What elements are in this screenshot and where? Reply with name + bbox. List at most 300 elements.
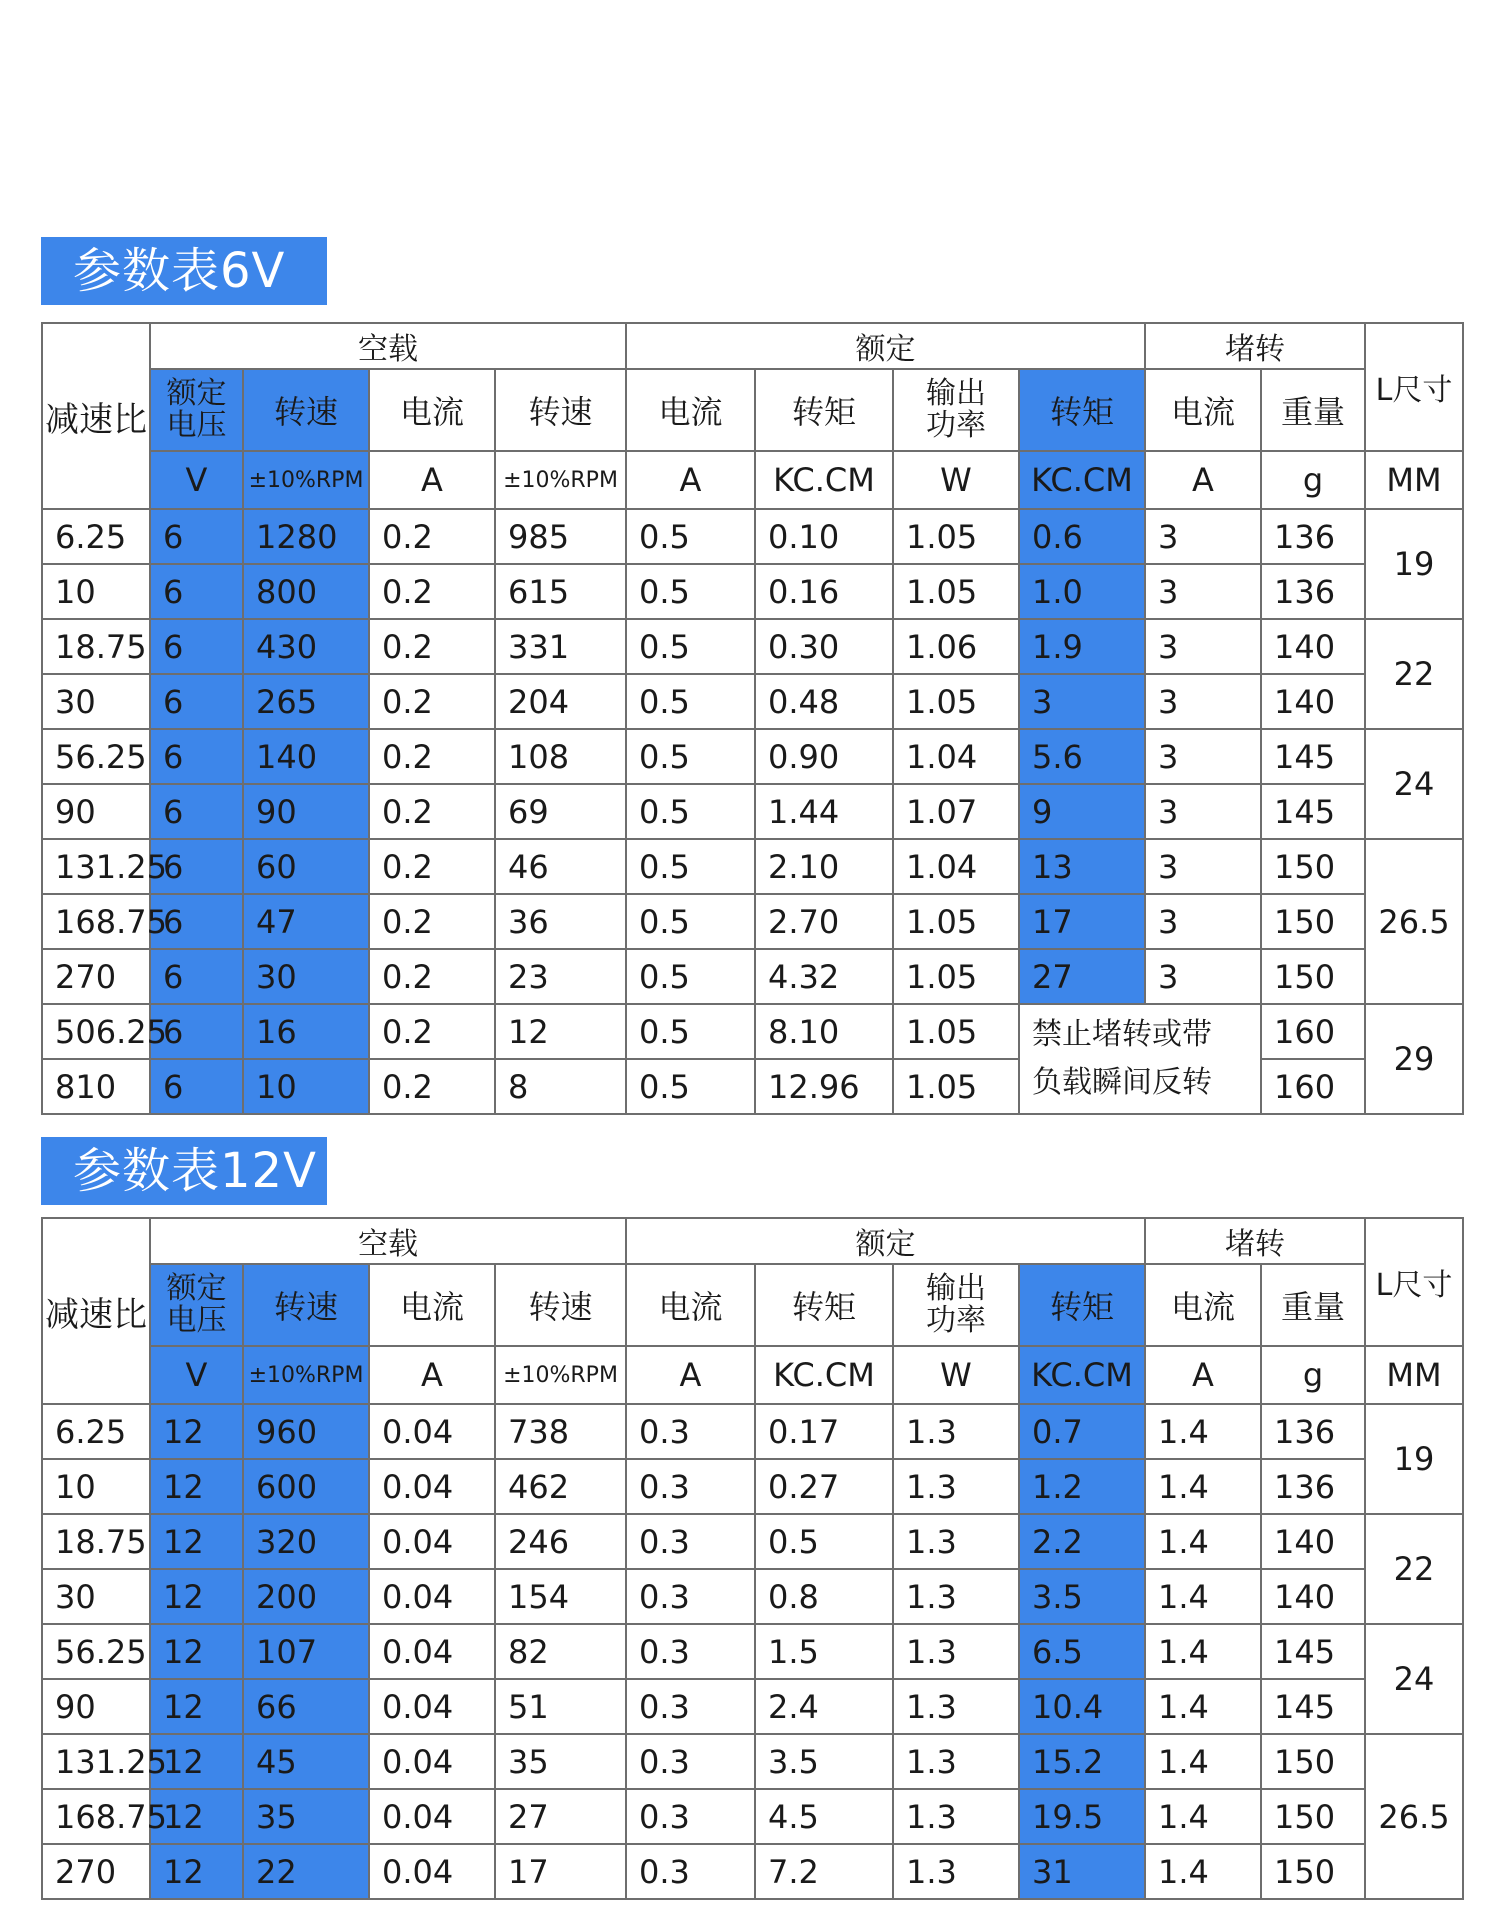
cell-noload-current: 0.2 (369, 894, 495, 949)
cell-weight: 145 (1261, 784, 1365, 839)
cell-ratio: 30 (42, 674, 150, 729)
unit-power: W (893, 1346, 1019, 1404)
cell-noload-current: 0.2 (369, 1004, 495, 1059)
cell-ratio: 168.75 (42, 894, 150, 949)
cell-stall-current: 3 (1145, 674, 1261, 729)
header-stall-current: 电流 (1145, 1264, 1261, 1346)
cell-power: 1.05 (893, 564, 1019, 619)
cell-power: 1.05 (893, 674, 1019, 729)
unit-weight: g (1261, 451, 1365, 509)
cell-stall-torque: 1.9 (1019, 619, 1145, 674)
cell-power: 1.05 (893, 1059, 1019, 1114)
cell-noload-speed: 66 (243, 1679, 369, 1734)
cell-stall-current: 1.4 (1145, 1844, 1261, 1899)
cell-voltage: 12 (150, 1789, 243, 1844)
stall-note-line-2: 负载瞬间反转 (1032, 1065, 1212, 1100)
cell-stall-current: 1.4 (1145, 1624, 1261, 1679)
cell-voltage: 6 (150, 564, 243, 619)
cell-power: 1.05 (893, 949, 1019, 1004)
cell-size: 19 (1365, 509, 1463, 619)
cell-power: 1.3 (893, 1679, 1019, 1734)
cell-weight: 150 (1261, 1844, 1365, 1899)
cell-noload-speed: 16 (243, 1004, 369, 1059)
header-power-text: 输出功率 (926, 1270, 986, 1338)
header-group-noload: 空载 (150, 1218, 626, 1264)
cell-voltage: 6 (150, 1059, 243, 1114)
cell-rated-current: 0.5 (626, 784, 755, 839)
header-noload-speed: 转速 (243, 369, 369, 451)
cell-stall-torque: 2.2 (1019, 1514, 1145, 1569)
spec-table-12v (41, 1217, 1464, 1900)
cell-rated-current: 0.5 (626, 1004, 755, 1059)
cell-size: 19 (1365, 1404, 1463, 1514)
header-weight: 重量 (1261, 1264, 1365, 1346)
header-stall-current: 电流 (1145, 369, 1261, 451)
cell-rated-current: 0.3 (626, 1789, 755, 1844)
unit-noload-current: A (369, 451, 495, 509)
cell-power: 1.3 (893, 1404, 1019, 1459)
cell-weight: 136 (1261, 564, 1365, 619)
header-rated-torque: 转矩 (755, 369, 893, 451)
table-row (42, 1624, 1463, 1679)
header-rated-current: 电流 (626, 369, 755, 451)
cell-ratio: 270 (42, 1844, 150, 1899)
cell-noload-current: 0.04 (369, 1514, 495, 1569)
header-stall-torque: 转矩 (1019, 1264, 1145, 1346)
table-row (42, 1789, 1463, 1844)
table-row (42, 619, 1463, 674)
cell-weight: 140 (1261, 619, 1365, 674)
cell-stall-torque: 3.5 (1019, 1569, 1145, 1624)
cell-voltage: 12 (150, 1734, 243, 1789)
unit-rated-torque: KC.CM (755, 451, 893, 509)
cell-stall-current: 3 (1145, 729, 1261, 784)
cell-rated-current: 0.5 (626, 564, 755, 619)
cell-ratio: 10 (42, 564, 150, 619)
cell-ratio: 90 (42, 1679, 150, 1734)
cell-noload-current: 0.04 (369, 1624, 495, 1679)
header-noload-current: 电流 (369, 1264, 495, 1346)
cell-noload-speed: 22 (243, 1844, 369, 1899)
cell-rated-current: 0.5 (626, 729, 755, 784)
table-row (42, 1569, 1463, 1624)
cell-noload-current: 0.2 (369, 949, 495, 1004)
cell-rated-current: 0.3 (626, 1679, 755, 1734)
cell-rated-torque: 0.90 (755, 729, 893, 784)
cell-size: 26.5 (1365, 839, 1463, 1004)
cell-rated-speed: 27 (495, 1789, 626, 1844)
cell-noload-speed: 600 (243, 1459, 369, 1514)
unit-stall-torque: KC.CM (1019, 1346, 1145, 1404)
header-group-rated: 额定 (626, 1218, 1145, 1264)
cell-stall-current: 1.4 (1145, 1679, 1261, 1734)
table-row (42, 1404, 1463, 1459)
cell-rated-torque: 0.48 (755, 674, 893, 729)
cell-voltage: 6 (150, 1004, 243, 1059)
cell-size: 29 (1365, 1004, 1463, 1114)
table-row (42, 1679, 1463, 1734)
cell-rated-current: 0.3 (626, 1459, 755, 1514)
cell-stall-current: 1.4 (1145, 1569, 1261, 1624)
cell-power: 1.05 (893, 1004, 1019, 1059)
cell-noload-speed: 60 (243, 839, 369, 894)
cell-stall-current: 3 (1145, 619, 1261, 674)
cell-rated-speed: 51 (495, 1679, 626, 1734)
cell-noload-current: 0.2 (369, 729, 495, 784)
cell-size: 24 (1365, 729, 1463, 839)
header-ratio: 减速比 (42, 323, 150, 509)
cell-power: 1.3 (893, 1459, 1019, 1514)
cell-rated-torque: 1.5 (755, 1624, 893, 1679)
cell-voltage: 6 (150, 894, 243, 949)
cell-voltage: 6 (150, 674, 243, 729)
header-ratio: 减速比 (42, 1218, 150, 1404)
cell-noload-current: 0.04 (369, 1459, 495, 1514)
cell-power: 1.3 (893, 1514, 1019, 1569)
cell-rated-speed: 35 (495, 1734, 626, 1789)
cell-ratio: 131.25 (42, 839, 150, 894)
cell-ratio: 6.25 (42, 1404, 150, 1459)
unit-voltage: V (150, 1346, 243, 1404)
header-group-stall: 堵转 (1145, 323, 1365, 369)
cell-stall-current: 3 (1145, 509, 1261, 564)
unit-power: W (893, 451, 1019, 509)
cell-rated-speed: 23 (495, 949, 626, 1004)
cell-rated-speed: 204 (495, 674, 626, 729)
cell-weight: 136 (1261, 1404, 1365, 1459)
cell-power: 1.05 (893, 509, 1019, 564)
cell-rated-torque: 0.16 (755, 564, 893, 619)
cell-noload-speed: 265 (243, 674, 369, 729)
cell-noload-speed: 90 (243, 784, 369, 839)
cell-noload-current: 0.2 (369, 839, 495, 894)
header-label-row (42, 369, 1463, 451)
stall-note-line-1: 禁止堵转或带 (1032, 1017, 1212, 1052)
header-rated-speed: 转速 (495, 369, 626, 451)
cell-stall-torque: 3 (1019, 674, 1145, 729)
unit-noload-current: A (369, 1346, 495, 1404)
cell-weight: 140 (1261, 1514, 1365, 1569)
table-row (42, 784, 1463, 839)
cell-noload-speed: 1280 (243, 509, 369, 564)
cell-rated-speed: 69 (495, 784, 626, 839)
cell-stall-torque: 19.5 (1019, 1789, 1145, 1844)
table-row (42, 729, 1463, 784)
header-unit-row (42, 1346, 1463, 1404)
cell-ratio: 56.25 (42, 1624, 150, 1679)
cell-weight: 140 (1261, 1569, 1365, 1624)
header-voltage (150, 369, 243, 451)
cell-voltage: 6 (150, 729, 243, 784)
cell-stall-torque: 0.7 (1019, 1404, 1145, 1459)
cell-ratio: 270 (42, 949, 150, 1004)
cell-stall-torque: 6.5 (1019, 1624, 1145, 1679)
cell-stall-torque: 31 (1019, 1844, 1145, 1899)
header-group-rated: 额定 (626, 323, 1145, 369)
cell-rated-torque: 7.2 (755, 1844, 893, 1899)
cell-rated-speed: 462 (495, 1459, 626, 1514)
cell-rated-current: 0.3 (626, 1514, 755, 1569)
cell-rated-current: 0.5 (626, 619, 755, 674)
unit-rated-speed: ±10%RPM (495, 451, 626, 509)
header-rated-current: 电流 (626, 1264, 755, 1346)
cell-stall-torque: 1.2 (1019, 1459, 1145, 1514)
spec-table-6v (41, 322, 1464, 1115)
cell-stall-current: 1.4 (1145, 1789, 1261, 1844)
cell-rated-current: 0.5 (626, 1059, 755, 1114)
cell-stall-current: 3 (1145, 564, 1261, 619)
cell-rated-current: 0.3 (626, 1844, 755, 1899)
unit-rated-torque: KC.CM (755, 1346, 893, 1404)
cell-noload-current: 0.2 (369, 1059, 495, 1114)
header-stall-torque: 转矩 (1019, 369, 1145, 451)
cell-rated-torque: 0.27 (755, 1459, 893, 1514)
cell-rated-torque: 0.5 (755, 1514, 893, 1569)
cell-rated-torque: 12.96 (755, 1059, 893, 1114)
cell-noload-speed: 960 (243, 1404, 369, 1459)
table-row (42, 839, 1463, 894)
table-row (42, 564, 1463, 619)
cell-power: 1.3 (893, 1789, 1019, 1844)
unit-rated-current: A (626, 451, 755, 509)
unit-stall-current: A (1145, 451, 1261, 509)
table-row (42, 949, 1463, 1004)
cell-weight: 150 (1261, 1789, 1365, 1844)
section-title-6v: 参数表6V (41, 237, 327, 305)
cell-rated-speed: 46 (495, 839, 626, 894)
cell-voltage: 6 (150, 949, 243, 1004)
cell-rated-speed: 8 (495, 1059, 626, 1114)
cell-power: 1.04 (893, 839, 1019, 894)
cell-noload-speed: 200 (243, 1569, 369, 1624)
cell-rated-speed: 17 (495, 1844, 626, 1899)
header-label-row (42, 1264, 1463, 1346)
cell-noload-speed: 140 (243, 729, 369, 784)
cell-weight: 136 (1261, 509, 1365, 564)
cell-rated-current: 0.3 (626, 1624, 755, 1679)
cell-power: 1.3 (893, 1624, 1019, 1679)
table-row (42, 1514, 1463, 1569)
cell-ratio: 18.75 (42, 619, 150, 674)
cell-voltage: 12 (150, 1514, 243, 1569)
cell-noload-speed: 35 (243, 1789, 369, 1844)
cell-stall-current: 1.4 (1145, 1459, 1261, 1514)
table-row (42, 894, 1463, 949)
cell-rated-torque: 2.4 (755, 1679, 893, 1734)
cell-stall-current: 3 (1145, 894, 1261, 949)
header-weight: 重量 (1261, 369, 1365, 451)
cell-stall-torque: 9 (1019, 784, 1145, 839)
unit-noload-speed: ±10%RPM (243, 1346, 369, 1404)
cell-weight: 140 (1261, 674, 1365, 729)
header-group-noload: 空载 (150, 323, 626, 369)
header-rated-speed: 转速 (495, 1264, 626, 1346)
cell-stall-current: 1.4 (1145, 1404, 1261, 1459)
cell-ratio: 90 (42, 784, 150, 839)
cell-rated-current: 0.5 (626, 674, 755, 729)
header-power-text: 输出功率 (926, 375, 986, 443)
cell-rated-torque: 2.70 (755, 894, 893, 949)
cell-stall-current: 3 (1145, 839, 1261, 894)
cell-noload-speed: 320 (243, 1514, 369, 1569)
cell-ratio: 131.25 (42, 1734, 150, 1789)
cell-stall-torque: 15.2 (1019, 1734, 1145, 1789)
section-title-12v: 参数表12V (41, 1137, 327, 1205)
header-size: L尺寸 (1365, 323, 1463, 451)
cell-power: 1.05 (893, 894, 1019, 949)
cell-ratio: 56.25 (42, 729, 150, 784)
cell-rated-torque: 0.8 (755, 1569, 893, 1624)
cell-power: 1.3 (893, 1569, 1019, 1624)
cell-stall-current: 3 (1145, 949, 1261, 1004)
unit-stall-torque: KC.CM (1019, 451, 1145, 509)
header-voltage-text: 额定电压 (166, 1270, 227, 1338)
cell-rated-speed: 108 (495, 729, 626, 784)
table-row (42, 1734, 1463, 1789)
cell-noload-current: 0.2 (369, 619, 495, 674)
cell-size: 26.5 (1365, 1734, 1463, 1899)
header-voltage-text: 额定电压 (166, 375, 227, 443)
cell-power: 1.04 (893, 729, 1019, 784)
cell-rated-current: 0.5 (626, 509, 755, 564)
cell-noload-current: 0.04 (369, 1734, 495, 1789)
cell-stall-current: 3 (1145, 784, 1261, 839)
cell-weight: 150 (1261, 1734, 1365, 1789)
cell-power: 1.3 (893, 1734, 1019, 1789)
unit-rated-current: A (626, 1346, 755, 1404)
cell-rated-torque: 0.17 (755, 1404, 893, 1459)
header-power (893, 369, 1019, 451)
cell-weight: 136 (1261, 1459, 1365, 1514)
cell-rated-speed: 985 (495, 509, 626, 564)
table-row (42, 1459, 1463, 1514)
header-size: L尺寸 (1365, 1218, 1463, 1346)
cell-stall-torque: 10.4 (1019, 1679, 1145, 1734)
cell-rated-current: 0.3 (626, 1569, 755, 1624)
cell-rated-speed: 154 (495, 1569, 626, 1624)
cell-noload-current: 0.2 (369, 509, 495, 564)
cell-voltage: 12 (150, 1459, 243, 1514)
cell-rated-torque: 1.44 (755, 784, 893, 839)
cell-weight: 150 (1261, 949, 1365, 1004)
cell-rated-torque: 4.5 (755, 1789, 893, 1844)
cell-rated-torque: 8.10 (755, 1004, 893, 1059)
cell-rated-speed: 331 (495, 619, 626, 674)
cell-voltage: 12 (150, 1569, 243, 1624)
header-voltage (150, 1264, 243, 1346)
cell-power: 1.07 (893, 784, 1019, 839)
cell-voltage: 12 (150, 1844, 243, 1899)
cell-rated-torque: 3.5 (755, 1734, 893, 1789)
header-rated-torque: 转矩 (755, 1264, 893, 1346)
cell-rated-current: 0.5 (626, 839, 755, 894)
unit-noload-speed: ±10%RPM (243, 451, 369, 509)
cell-ratio: 6.25 (42, 509, 150, 564)
cell-rated-speed: 246 (495, 1514, 626, 1569)
cell-rated-current: 0.5 (626, 894, 755, 949)
cell-noload-speed: 30 (243, 949, 369, 1004)
cell-weight: 160 (1261, 1059, 1365, 1114)
cell-stall-torque: 5.6 (1019, 729, 1145, 784)
cell-weight: 150 (1261, 894, 1365, 949)
cell-ratio: 810 (42, 1059, 150, 1114)
cell-voltage: 6 (150, 619, 243, 674)
cell-noload-current: 0.04 (369, 1679, 495, 1734)
table-row (42, 674, 1463, 729)
cell-stall-torque: 0.6 (1019, 509, 1145, 564)
cell-stall-torque: 1.0 (1019, 564, 1145, 619)
cell-power: 1.3 (893, 1844, 1019, 1899)
header-group-stall: 堵转 (1145, 1218, 1365, 1264)
cell-ratio: 18.75 (42, 1514, 150, 1569)
cell-noload-current: 0.2 (369, 674, 495, 729)
cell-rated-speed: 738 (495, 1404, 626, 1459)
cell-rated-current: 0.3 (626, 1404, 755, 1459)
cell-weight: 150 (1261, 839, 1365, 894)
cell-noload-speed: 47 (243, 894, 369, 949)
header-unit-row (42, 451, 1463, 509)
cell-rated-current: 0.5 (626, 949, 755, 1004)
cell-ratio: 10 (42, 1459, 150, 1514)
cell-noload-current: 0.04 (369, 1569, 495, 1624)
cell-ratio: 30 (42, 1569, 150, 1624)
cell-power: 1.06 (893, 619, 1019, 674)
cell-voltage: 12 (150, 1624, 243, 1679)
table-row (42, 1844, 1463, 1899)
cell-rated-torque: 0.10 (755, 509, 893, 564)
stall-note (1019, 1004, 1261, 1114)
cell-noload-speed: 430 (243, 619, 369, 674)
unit-voltage: V (150, 451, 243, 509)
table-row (42, 1004, 1463, 1059)
cell-stall-torque: 13 (1019, 839, 1145, 894)
unit-stall-current: A (1145, 1346, 1261, 1404)
cell-size: 24 (1365, 1624, 1463, 1734)
cell-noload-current: 0.2 (369, 784, 495, 839)
cell-weight: 145 (1261, 729, 1365, 784)
cell-rated-speed: 12 (495, 1004, 626, 1059)
cell-weight: 160 (1261, 1004, 1365, 1059)
cell-noload-speed: 107 (243, 1624, 369, 1679)
header-group-row (42, 1218, 1463, 1264)
cell-voltage: 6 (150, 509, 243, 564)
cell-rated-speed: 615 (495, 564, 626, 619)
cell-noload-current: 0.04 (369, 1789, 495, 1844)
cell-weight: 145 (1261, 1624, 1365, 1679)
cell-voltage: 12 (150, 1679, 243, 1734)
cell-stall-torque: 27 (1019, 949, 1145, 1004)
header-power (893, 1264, 1019, 1346)
cell-rated-torque: 0.30 (755, 619, 893, 674)
cell-noload-speed: 800 (243, 564, 369, 619)
cell-size: 22 (1365, 1514, 1463, 1624)
cell-stall-current: 1.4 (1145, 1514, 1261, 1569)
cell-noload-current: 0.04 (369, 1404, 495, 1459)
cell-noload-current: 0.04 (369, 1844, 495, 1899)
cell-weight: 145 (1261, 1679, 1365, 1734)
cell-ratio: 506.25 (42, 1004, 150, 1059)
table-row (42, 509, 1463, 564)
unit-size: MM (1365, 451, 1463, 509)
cell-rated-torque: 4.32 (755, 949, 893, 1004)
header-noload-speed: 转速 (243, 1264, 369, 1346)
cell-rated-speed: 36 (495, 894, 626, 949)
cell-stall-current: 1.4 (1145, 1734, 1261, 1789)
header-noload-current: 电流 (369, 369, 495, 451)
cell-rated-torque: 2.10 (755, 839, 893, 894)
unit-weight: g (1261, 1346, 1365, 1404)
header-group-row (42, 323, 1463, 369)
